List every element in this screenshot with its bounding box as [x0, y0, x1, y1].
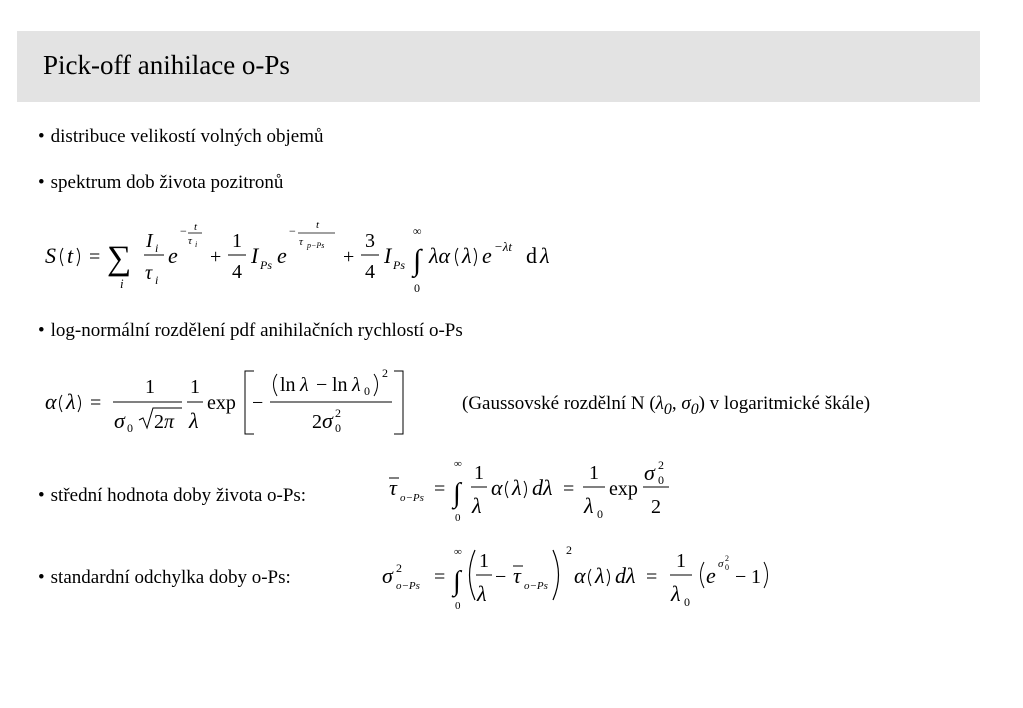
svg-text:ln: ln — [280, 374, 296, 396]
bullet-text: střední hodnota doby života o-Ps: — [50, 485, 307, 506]
svg-text:0: 0 — [127, 421, 133, 435]
svg-text:t: t — [316, 219, 320, 231]
svg-text:ln: ln — [332, 374, 348, 396]
svg-text:0: 0 — [597, 507, 603, 521]
svg-text:=: = — [89, 246, 101, 268]
svg-text:1: 1 — [190, 376, 200, 398]
svg-text:2: 2 — [396, 561, 402, 575]
svg-text:−: − — [252, 392, 264, 414]
svg-text:1: 1 — [232, 230, 242, 252]
svg-text:4: 4 — [232, 261, 242, 283]
svg-text:λ: λ — [595, 563, 605, 588]
svg-text:exp: exp — [609, 478, 638, 500]
svg-text:λ: λ — [352, 374, 361, 396]
svg-text:4: 4 — [365, 261, 375, 283]
svg-text:o−Ps: o−Ps — [400, 492, 424, 504]
svg-text:λ: λ — [300, 374, 309, 396]
svg-text:−: − — [289, 224, 296, 238]
svg-text:α: α — [45, 389, 57, 414]
gauss-note-sigma: σ — [681, 393, 691, 414]
svg-text:λ: λ — [584, 493, 594, 518]
svg-text:e: e — [277, 243, 287, 268]
svg-text:o−Ps: o−Ps — [524, 580, 548, 592]
equation-mean-lifetime — [385, 455, 685, 530]
svg-text:∞: ∞ — [454, 458, 462, 470]
svg-text:τ: τ — [145, 262, 153, 284]
svg-text:−: − — [735, 566, 747, 588]
svg-text:σ: σ — [114, 408, 125, 433]
title-bar — [17, 31, 980, 102]
equation-log-normal-pdf — [0, 360, 460, 440]
svg-text:i: i — [155, 241, 159, 255]
svg-text:∑: ∑ — [107, 240, 132, 277]
bullet-text: distribuce velikostí volných objemů — [50, 126, 324, 147]
svg-text:2: 2 — [651, 496, 661, 518]
svg-text:2: 2 — [566, 543, 572, 557]
bullet-lifetime-spectrum — [38, 171, 283, 195]
svg-text:0: 0 — [335, 421, 341, 435]
svg-text:d: d — [526, 243, 537, 268]
svg-text:=: = — [90, 392, 102, 414]
svg-text:λ: λ — [462, 243, 472, 268]
svg-text:I: I — [384, 243, 392, 268]
svg-text:+: + — [343, 246, 355, 268]
svg-text:−: − — [495, 566, 507, 588]
svg-text:S: S — [45, 243, 56, 268]
svg-text:i: i — [195, 240, 198, 249]
svg-text:2: 2 — [725, 554, 729, 563]
svg-text:=: = — [563, 478, 575, 500]
svg-text:e: e — [482, 243, 492, 268]
bullet-dot: • — [38, 485, 45, 506]
equation-lifetime-spectrum — [0, 210, 1023, 300]
svg-text:λ: λ — [512, 475, 522, 500]
bullet-text: log-normální rozdělení pdf anihilačních rychlostí o-Ps — [50, 320, 463, 341]
svg-text:∫: ∫ — [453, 478, 461, 509]
svg-text:0: 0 — [658, 473, 664, 487]
svg-text:∫: ∫ — [413, 244, 422, 277]
svg-text:∞: ∞ — [413, 224, 422, 238]
bullet-mean-lifetime — [38, 484, 306, 508]
svg-text:α: α — [491, 475, 503, 500]
svg-text:Ps: Ps — [260, 258, 272, 272]
svg-text:0: 0 — [455, 600, 461, 612]
svg-text:σ: σ — [718, 558, 724, 570]
svg-text:dλ: dλ — [615, 563, 636, 588]
svg-text:e: e — [706, 563, 716, 588]
svg-text:2: 2 — [382, 366, 388, 380]
svg-text:−λt: −λt — [494, 239, 513, 254]
gauss-note-lambda: λ — [655, 393, 664, 414]
svg-text:λ: λ — [671, 581, 681, 606]
svg-text:t: t — [194, 221, 198, 233]
svg-text:e: e — [168, 243, 178, 268]
bullet-dot: • — [38, 126, 45, 147]
svg-text:Ps: Ps — [393, 258, 405, 272]
svg-text:+: + — [210, 246, 222, 268]
svg-text:p−Ps: p−Ps — [307, 241, 325, 250]
svg-text:=: = — [434, 566, 446, 588]
gauss-note-sub: 0 — [690, 400, 699, 418]
gauss-note — [462, 392, 870, 422]
svg-text:3: 3 — [365, 230, 375, 252]
gauss-note-comma: , — [671, 393, 682, 414]
gauss-note-prefix: (Gaussovské rozdělní N ( — [462, 393, 656, 414]
bullet-dot: • — [38, 320, 45, 341]
svg-text:2: 2 — [312, 411, 322, 433]
svg-text:α: α — [574, 563, 586, 588]
svg-text:2: 2 — [154, 411, 164, 433]
svg-text:λ: λ — [66, 389, 76, 414]
svg-text:λ: λ — [472, 493, 482, 518]
svg-text:−: − — [316, 374, 328, 396]
svg-text:−: − — [180, 224, 187, 238]
svg-text:=: = — [646, 566, 658, 588]
svg-text:σ: σ — [322, 408, 333, 433]
svg-text:1: 1 — [474, 462, 484, 484]
gauss-note-suffix: ) v logaritmické škále) — [698, 393, 871, 414]
svg-text:π: π — [164, 411, 175, 433]
svg-text:o−Ps: o−Ps — [396, 580, 420, 592]
svg-text:λ: λ — [540, 243, 550, 268]
svg-text:t: t — [67, 243, 74, 268]
svg-text:0: 0 — [725, 563, 729, 572]
svg-text:exp: exp — [207, 392, 236, 414]
equation-std-deviation — [380, 540, 780, 615]
bullet-free-volume — [38, 125, 323, 149]
bullet-text: standardní odchylka doby o-Ps: — [50, 567, 291, 588]
svg-text:1: 1 — [676, 550, 686, 572]
svg-text:τ: τ — [188, 235, 192, 247]
svg-text:2: 2 — [658, 458, 664, 472]
svg-text:τ: τ — [299, 236, 303, 248]
bullet-log-normal — [38, 319, 463, 343]
svg-text:τ: τ — [389, 475, 397, 500]
svg-text:1: 1 — [479, 550, 489, 572]
svg-text:i: i — [155, 273, 159, 287]
svg-text:∞: ∞ — [454, 546, 462, 558]
svg-text:1: 1 — [589, 462, 599, 484]
svg-text:I: I — [146, 230, 153, 252]
svg-text:λα: λα — [429, 243, 451, 268]
svg-text:i: i — [120, 276, 124, 291]
bullet-text: spektrum dob života pozitronů — [50, 172, 284, 193]
svg-text:λ: λ — [189, 408, 199, 433]
bullet-dot: • — [38, 567, 45, 588]
svg-text:∫: ∫ — [453, 566, 461, 597]
svg-text:0: 0 — [455, 512, 461, 524]
svg-text:τ: τ — [513, 563, 521, 588]
bullet-std-deviation — [38, 566, 291, 590]
svg-text:0: 0 — [414, 281, 420, 295]
svg-text:σ: σ — [382, 563, 393, 588]
svg-text:1: 1 — [145, 376, 155, 398]
svg-text:0: 0 — [364, 384, 370, 398]
svg-text:λ: λ — [477, 581, 487, 606]
gauss-note-sub: 0 — [663, 400, 672, 418]
svg-text:dλ: dλ — [532, 475, 553, 500]
svg-text:I: I — [251, 243, 259, 268]
bullet-dot: • — [38, 172, 45, 193]
svg-text:=: = — [434, 478, 446, 500]
svg-text:2: 2 — [335, 406, 341, 420]
svg-text:σ: σ — [644, 460, 655, 485]
svg-text:1: 1 — [751, 566, 761, 588]
slide-title: Pick-off anihilace o-Ps — [43, 50, 290, 80]
svg-text:0: 0 — [684, 595, 690, 609]
